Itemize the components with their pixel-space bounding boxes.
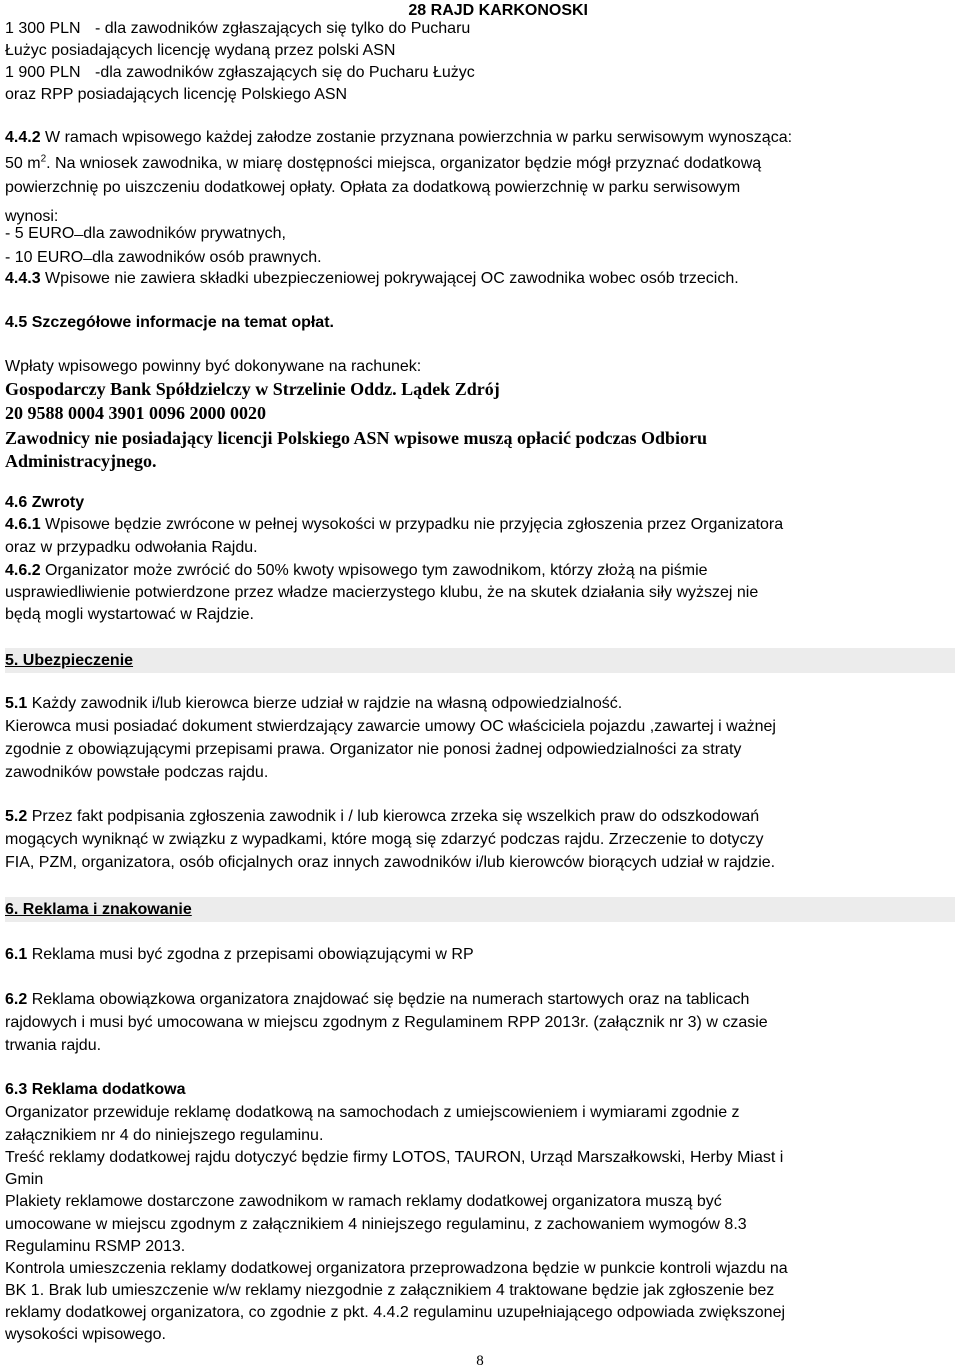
s63-line-4: Gmin <box>5 1171 44 1188</box>
s5-heading: 5. Ubezpieczenie <box>5 652 134 669</box>
s63-line-9: BK 1. Brak lub umieszczenie w/w reklamy niezgodnie z załącznikiem 4 traktowane będzie jak zgłoszenie bez <box>5 1282 775 1299</box>
s45-note-line-2: Administracyjnego. <box>5 451 157 471</box>
s62-line-3: trwania rajdu. <box>5 1037 102 1054</box>
s63-line-8: Kontrola umieszczenia reklamy dodatkowej organizatora przeprowadzona będzie w punkcie kontroli wjazdu na <box>5 1260 788 1277</box>
page-header-title: 28 RAJD KARKONOSKI <box>408 2 588 19</box>
s443-number: 4.4.3 <box>5 270 41 287</box>
s442-line-4: wynosi: <box>5 208 59 225</box>
s442-line-2: 50 $m^2$. Na wniosek zawodnika, w miarę dostępności miejsca, organizator będzie mógł przyznać dodatkową <box>5 153 762 172</box>
page-number: 8 <box>476 1353 484 1369</box>
s442-line-6: - 10 EURO ̶ dla zawodników osób prawnych. <box>5 249 322 266</box>
superscript-2: 2 <box>40 153 47 165</box>
s62-number: 6.2 <box>5 991 28 1008</box>
s45-intro: Wpłaty wpisowego powinny być dokonywane na rachunek: <box>5 358 422 375</box>
s461-number: 4.6.1 <box>5 516 41 533</box>
s63-heading: 6.3 Reklama dodatkowa <box>5 1081 186 1098</box>
s45-bank-name: Gospodarczy Bank Spółdzielczy w Strzelinie Oddz. Lądek Zdrój <box>5 379 500 399</box>
s62-line-1: 6.2 Reklama obowiązkowa organizatora znajdować się będzie na numerach startowych oraz na tablicach <box>5 991 750 1008</box>
s462-number: 4.6.2 <box>5 562 41 579</box>
s442-line-1: 4.4.2 W ramach wpisowego każdej załodze zostanie przyznana powierzchnia w parku serwisowym wynosząca: <box>5 129 793 146</box>
s462-line-1: 4.6.2 Organizator może zwrócić do 50% kwoty wpisowego tym zawodnikom, którzy złożą na piśmie <box>5 562 708 579</box>
fee-line-2: Łużyc posiadających licencję wydaną przez polski ASN <box>5 42 396 59</box>
s462-line-3: będą mogli wystartować w Rajdzie. <box>5 606 254 623</box>
fee-line-3 <box>5 62 475 84</box>
s6-heading: 6. Reklama i znakowanie <box>5 901 192 918</box>
s63-line-1: Organizator przewiduje reklamę dodatkową na samochodach z umiejscowieniem i wymiarami zgodnie z <box>5 1104 740 1121</box>
s462-line-2: usprawiedliwienie potwierdzone przez władze macierzystego klubu, że na skutek działania siły wyższej nie <box>5 584 759 601</box>
s45-note-line-1: Zawodnicy nie posiadający licencji Polskiego ASN wpisowe muszą opłacić podczas Odbioru <box>5 428 708 448</box>
s63-line-10: reklamy dodatkowej organizatora, co zgodnie z pkt. 4.4.2 regulaminu uzupełniającego odpowiada zwiększonej <box>5 1304 786 1321</box>
s52-line-2: mogących wyniknąć w związku z wypadkami, które mogą się zdarzyć podczas rajdu. Zrzeczenie to dotyczy <box>5 831 764 848</box>
s45-heading: 4.5 Szczegółowe informacje na temat opłat. <box>5 314 334 331</box>
s442-number: 4.4.2 <box>5 129 41 146</box>
s63-line-5: Plakiety reklamowe dostarczone zawodnikom w ramach reklamy dodatkowej organizatora muszą być <box>5 1193 722 1210</box>
s63-line-7: Regulaminu RSMP 2013. <box>5 1238 186 1255</box>
s51-line-3: zgodnie z obowiązującymi przepisami prawa. Organizator nie ponosi żadnej odpowiedzialności za straty <box>5 741 742 758</box>
s442-line-3: powierzchnię po uiszczeniu dodatkowej opłaty. Opłata za dodatkową powierzchnię w parku serwisowym <box>5 179 741 196</box>
s51-line-1: 5.1 Każdy zawodnik i/lub kierowca bierze udział w rajdzie na własną odpowiedzialność. <box>5 695 623 712</box>
s461-line-2: oraz w przypadku odwołania Rajdu. <box>5 539 258 556</box>
s443-line: 4.4.3 Wpisowe nie zawiera składki ubezpieczeniowej pokrywającej OC zawodnika wobec osób trzecich. <box>5 270 739 287</box>
s51-number: 5.1 <box>5 695 28 712</box>
fee-text-1: - dla zawodników zgłaszających się tylko do Pucharu <box>95 20 471 37</box>
s442-line-5: - 5 EURO ̶ dla zawodników prywatnych, <box>5 225 286 242</box>
s52-line-3: FIA, PZM, organizatora, osób oficjalnych oraz innych zawodników i/lub kierowców biorących udział w rajdzie. <box>5 854 776 871</box>
fee-line-4: oraz RPP posiadających licencję Polskiego ASN <box>5 86 348 103</box>
s63-line-11: wysokości wpisowego. <box>5 1326 166 1343</box>
s63-line-2: załącznikiem nr 4 do niniejszego regulaminu. <box>5 1127 324 1144</box>
s46-heading: 4.6 Zwroty <box>5 494 85 511</box>
s61-line: 6.1 Reklama musi być zgodna z przepisami obowiązującymi w RP <box>5 946 474 963</box>
s52-line-1: 5.2 Przez fakt podpisania zgłoszenia zawodnik i / lub kierowca zrzeka się wszelkich praw do odszkodowań <box>5 808 760 825</box>
section-5-heading-bar <box>5 648 955 673</box>
s62-line-2: rajdowych i musi być umocowana w miejscu zgodnym z Regulaminem RPP 2013r. (załącznik nr 3) w czasie <box>5 1014 768 1031</box>
fee-amount-1: 1 300 PLN <box>5 20 81 37</box>
s63-line-3: Treść reklamy dodatkowej rajdu dotyczyć będzie firmy LOTOS, TAURON, Urząd Marszałkowski, Herby Miast i <box>5 1149 784 1166</box>
fee-line-1 <box>5 18 470 40</box>
s52-number: 5.2 <box>5 808 28 825</box>
s51-line-4: zawodników powstałe podczas rajdu. <box>5 764 269 781</box>
fee-text-2: -dla zawodników zgłaszających się do Pucharu Łużyc <box>95 64 475 81</box>
s63-line-6: umocowane w miejscu zgodnym z załącznikiem 4 niniejszego regulaminu, z zachowaniem wymogów 8.3 <box>5 1216 747 1233</box>
s461-line-1: 4.6.1 Wpisowe będzie zwrócone w pełnej wysokości w przypadku nie przyjęcia zgłoszenia przez Organizatora <box>5 516 784 533</box>
s45-account-number: 20 9588 0004 3901 0096 2000 0020 <box>5 403 266 423</box>
fee-amount-2: 1 900 PLN <box>5 64 81 81</box>
s61-number: 6.1 <box>5 946 28 963</box>
s51-line-2: Kierowca musi posiadać dokument stwierdzający zawarcie umowy OC właściciela pojazdu ,zawartej i ważnej <box>5 718 776 735</box>
